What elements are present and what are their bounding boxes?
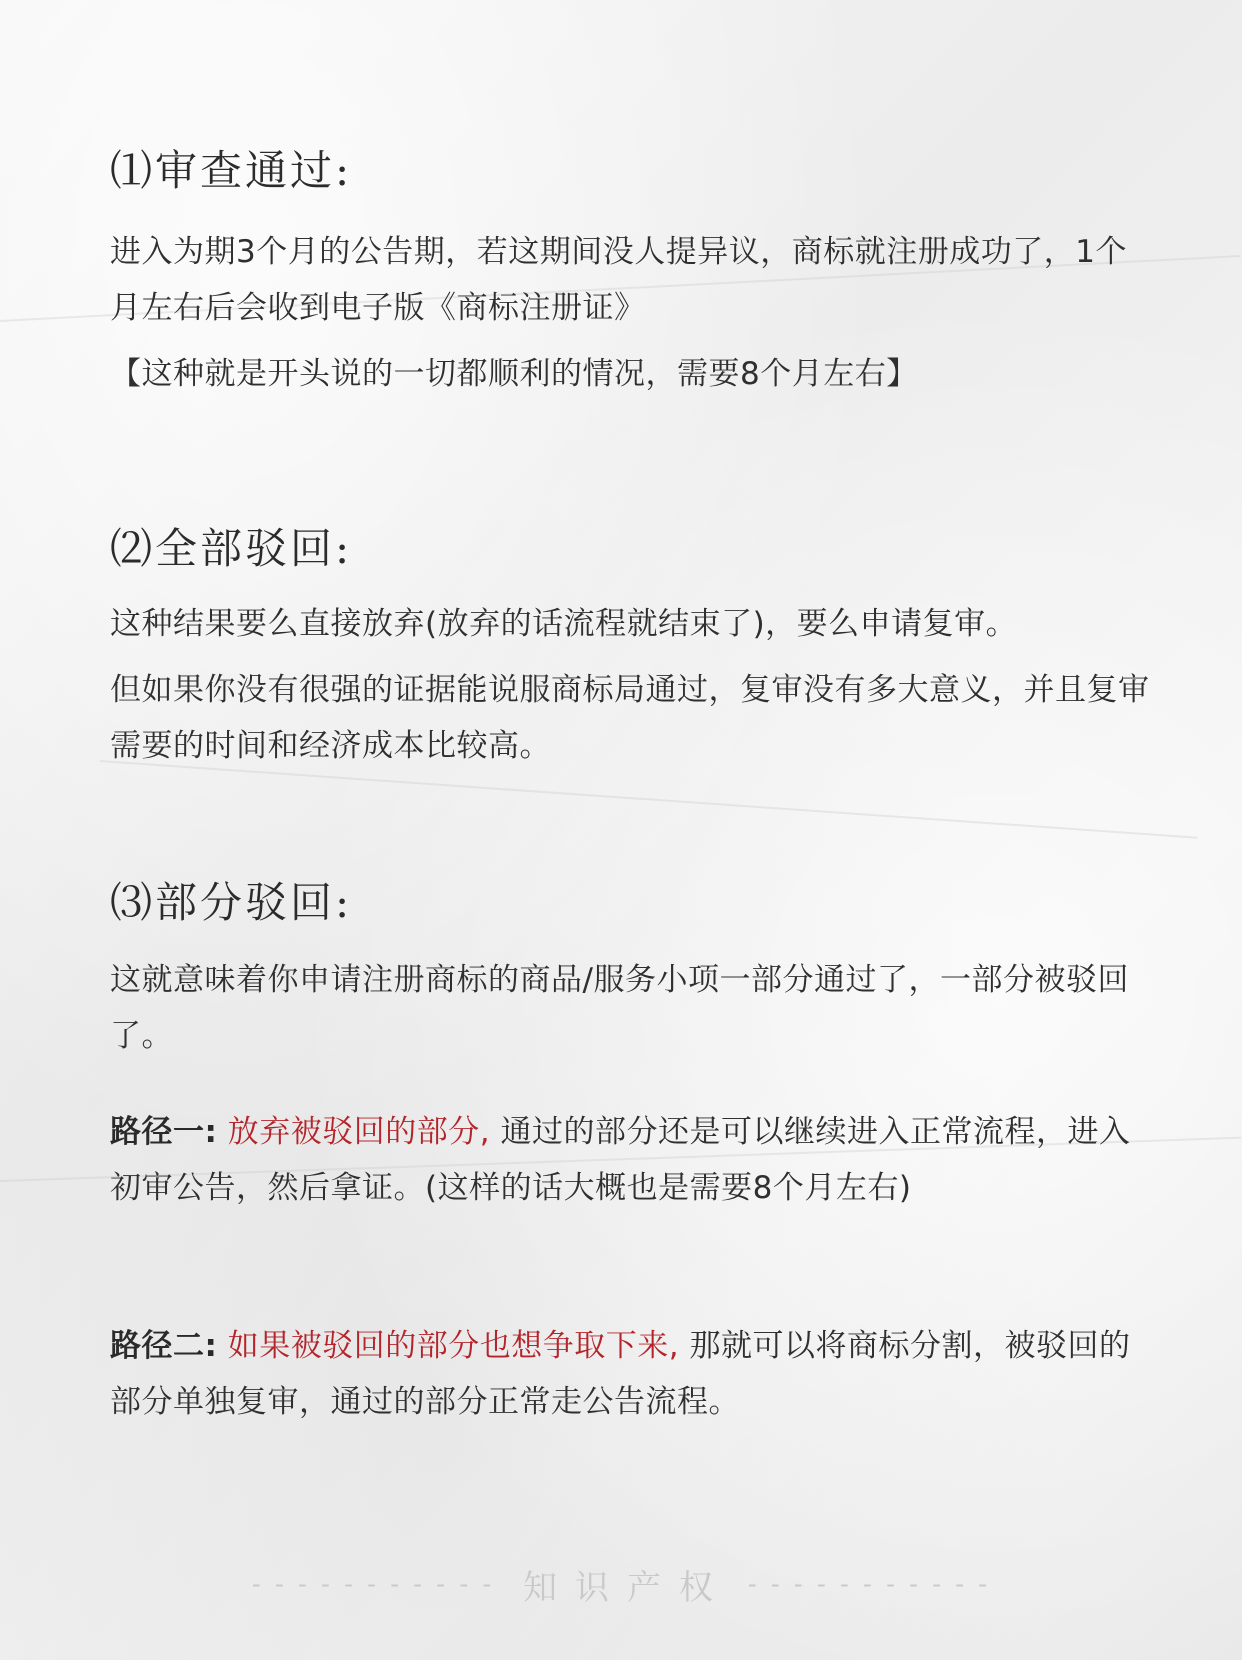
footer-watermark [0, 1560, 1242, 1609]
section-2-paragraph-2: 但如果你没有很强的证据能说服商标局通过，复审没有多大意义，并且复审需要的时间和经济成本比较高。 [110, 672, 1150, 764]
section-1-heading: ⑴审查通过: [110, 146, 353, 195]
section-3-heading: ⑶部分驳回: [110, 878, 353, 927]
path-one-highlight: 放弃被驳回的部分, [227, 1114, 491, 1150]
footer-dashes-right: - - - - - - - - - - - [747, 1569, 991, 1600]
section-2-heading: ⑵全部驳回: [110, 524, 353, 573]
path-one-label: 路径一: [110, 1114, 218, 1150]
footer-text: 知识产权 [523, 1568, 731, 1608]
path-two [110, 1318, 1150, 1430]
section-2-paragraph-1: 这种结果要么直接放弃(放弃的话流程就结束了)，要么申请复审。 [110, 606, 1018, 642]
section-1-paragraph-2: 【这种就是开头说的一切都顺利的情况，需要8个月左右】 [110, 356, 918, 392]
path-one [110, 1104, 1150, 1216]
path-two-highlight: 如果被驳回的部分也想争取下来, [227, 1328, 680, 1364]
section-1-paragraph-1: 进入为期3个月的公告期，若这期间没人提异议，商标就注册成功了，1个月左右后会收到电子版《商标注册证》 [110, 234, 1127, 326]
path-one-text: 通过的部分还是可以继续进入正常流程，进入初审公告，然后拿证。(这样的话大概也是需要8个月左右) [110, 1114, 1131, 1206]
footer-dashes-left: - - - - - - - - - - - [251, 1569, 495, 1600]
path-two-text: 那就可以将商标分割，被驳回的部分单独复审，通过的部分正常走公告流程。 [110, 1328, 1131, 1420]
path-two-label: 路径二: [110, 1328, 218, 1364]
section-3-paragraph-1: 这就意味着你申请注册商标的商品/服务小项一部分通过了，一部分被驳回了。 [110, 962, 1129, 1054]
